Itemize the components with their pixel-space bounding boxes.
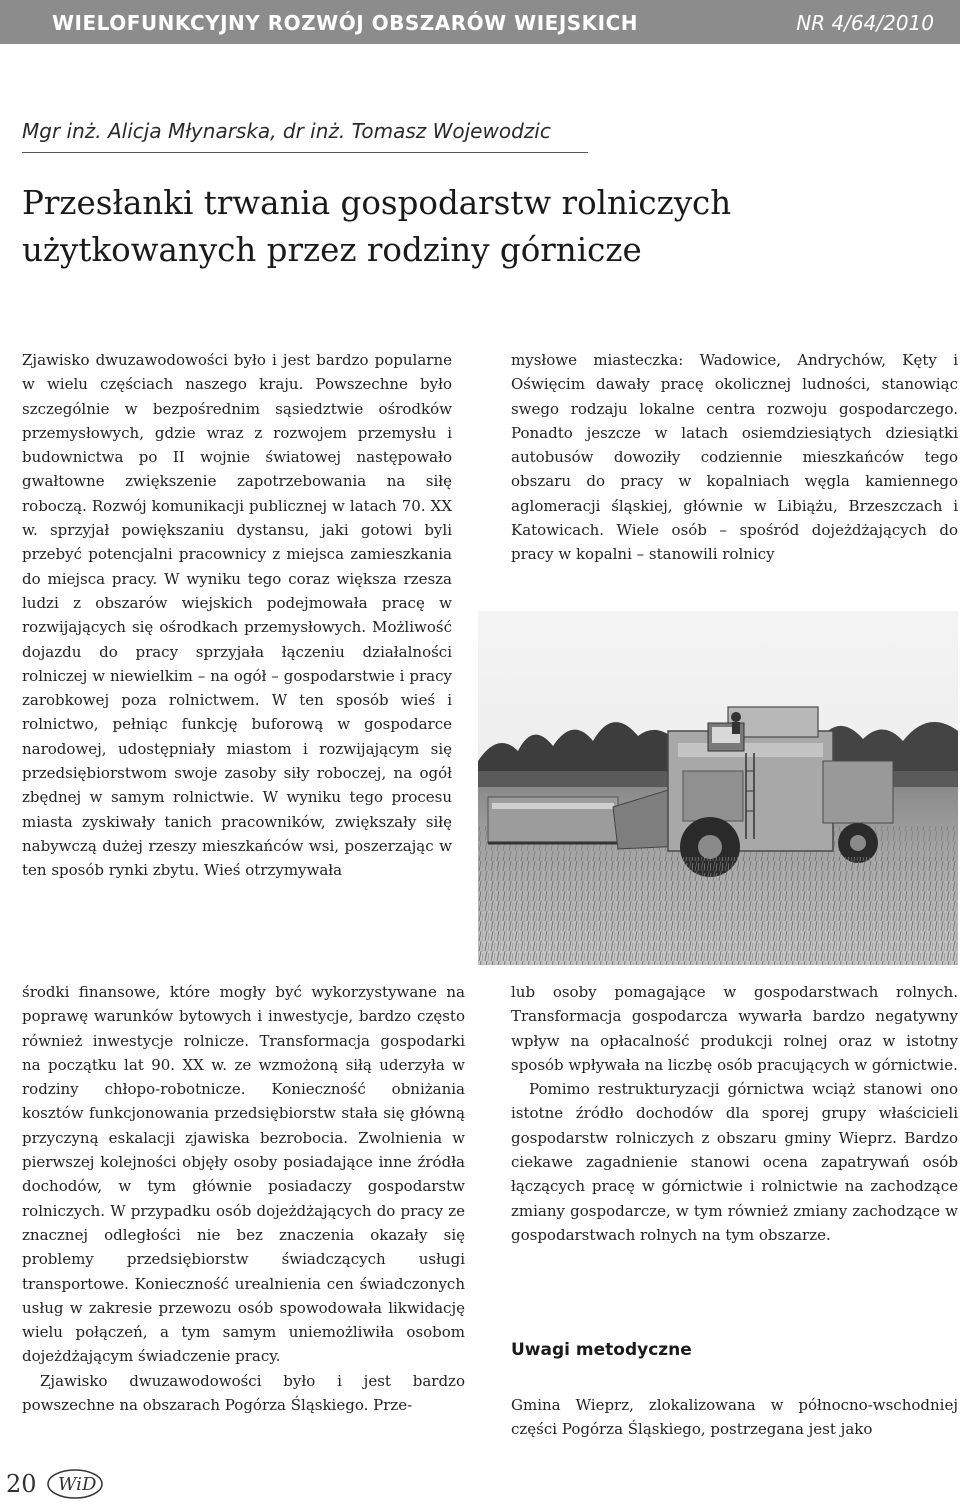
paragraph: Pomimo restrukturyzacji górnictwa wciąż stanowi ono istotne źródło dochodów dla sporej grupy właścicieli gospodarstw rolniczych z obszaru gminy Wieprz. Bardzo ciekawe zagadnienie stanowi ocena zapatrywań osób łączących pracę w górnictwie i rolnictwie na zachodzące zmiany gospodarcze, w tym również zmiany zachodzące w gospodarstwach rolnych na tym obszarze. xyxy=(511,1080,958,1244)
page-number: 20 xyxy=(6,1470,37,1498)
right-column-lower xyxy=(511,980,958,1247)
combine-harvester-photo xyxy=(478,611,958,965)
paragraph: Zjawisko dwuzawodowości było i jest bardzo popularne w wielu częściach naszego kraju. Powszechne było szczególnie w bezpośrednim sąsiedztwie ośrodków przemysłowych, gdzie wraz z rozwojem przemysłu i budownictwa po II wojnie światowej następowało gwałtowne zwiększenie zapotrzebowania na siłę roboczą. Rozwój komunikacji publicznej w latach 70. XX w. sprzyjał powiększaniu dystansu, jaki gotowi byli przebyć potencjalni pracownicy z miejsca zamieszkania do miejsca pracy. W wyniku tego coraz większa rzesza ludzi z obszarów wiejskich podejmowała pracę w rozwijających się ośrodkach przemysłowych. Możliwość dojazdu do pracy sprzyjała łączeniu działalności rolniczej w niewielkim – na ogół – gospodarstwie i pracy zarobkowej poza rolnictwem. W ten sposób wieś i rolnictwo, pełniąc funkcję buforową w gospodarce narodowej, udostępniały miastom i rozwijającym się przedsiębiorstwom swoje zasoby siły roboczej, na ogół zbędnej w samym rolnictwie. W wyniku tego procesu miasta zyskiwały tanich pracowników, zwiększały siłę nabywczą dużej rzeszy mieszkańców wsi, poszerzając w ten sposób rynki zbytu. Wieś otrzymywała xyxy=(22,351,452,880)
paragraph: Zjawisko dwuzawodowości było i jest bardzo powszechne na obszarach Pogórza Śląskiego. Prze- xyxy=(22,1371,465,1415)
paragraph: Gmina Wieprz, zlokalizowana w północno-wschodniej części Pogórza Śląskiego, postrzegana jest jako xyxy=(511,1396,958,1439)
logo-text: WiD xyxy=(58,1474,97,1495)
issue-number: NR 4/64/2010 xyxy=(796,11,934,35)
paragraph: mysłowe miasteczka: Wadowice, Andrychów, Kęty i Oświęcim dawały pracę okolicznej ludności, stanowiąc swego rodzaju lokalne centra rozwoju gospodarczego. Ponadto jeszcze w latach osiemdziesiątych dziesiątki autobusów dowoziły codziennie mieszkańców tego obszaru do pracy w kopalniach węgla kamiennego aglomeracji śląskiej, głównie w Libiążu, Brzeszczach i Katowicach. Wiele osób – spośród dojeżdżających do pracy w kopalni – stanowili rolnicy xyxy=(511,351,958,564)
article-title xyxy=(22,180,922,274)
section-heading: Uwagi metodyczne xyxy=(511,1340,692,1360)
paragraph: lub osoby pomagające w gospodarstwach rolnych. Transformacja gospodarcza wywarła bardzo negatywny wpływ na opłacalność produkcji rolnej oraz w istotny sposób wpływała na liczbę osób pracujących w górnictwie. xyxy=(511,983,958,1074)
left-column-upper xyxy=(22,348,452,883)
article-title-line-2: użytkowanych przez rodziny górnicze xyxy=(22,231,642,269)
author-divider xyxy=(22,152,588,153)
journal-title: WIELOFUNKCYJNY ROZWÓJ OBSZARÓW WIEJSKICH xyxy=(52,11,639,35)
article-title-line-1: Przesłanki trwania gospodarstw rolniczych xyxy=(22,184,732,222)
header-bar xyxy=(0,0,960,44)
paragraph: środki finansowe, które mogły być wykorzystywane na poprawę warunków bytowych i inwestycje, bardzo często również inwestycje rolnicze. Transformacja gospodarki na początku lat 90. XX w. ze wzmożoną siłą uderzyła w rodziny chłopo-robotnicze. Konieczność obniżania kosztów funkcjonowania przedsiębiorstw stała się główną przyczyną eskalacji zjawiska bezrobocia. Zwolnienia w pierwszej kolejności objęły osoby posiadające inne źródła dochodów, w tym głównie posiadaczy gospodarstw rolniczych. W przypadku osób dojeżdżających do pracy ze znacznej odległości nie bez znaczenia okazały się problemy przedsiębiorstw świadczących usługi transportowe. Konieczność urealnienia cen świadczonych usług w zakresie przewozu osób spowodowała likwidację wielu połączeń, a tym samym uniemożliwiła osobom dojeżdżającym świadczenie pracy. xyxy=(22,983,465,1366)
right-column-upper xyxy=(511,348,958,567)
left-column-lower xyxy=(22,980,465,1417)
article-authors: Mgr inż. Alicja Młynarska, dr inż. Tomasz Wojewodzic xyxy=(22,119,551,143)
harvester-illustration xyxy=(478,611,958,965)
right-column-final xyxy=(511,1393,958,1442)
